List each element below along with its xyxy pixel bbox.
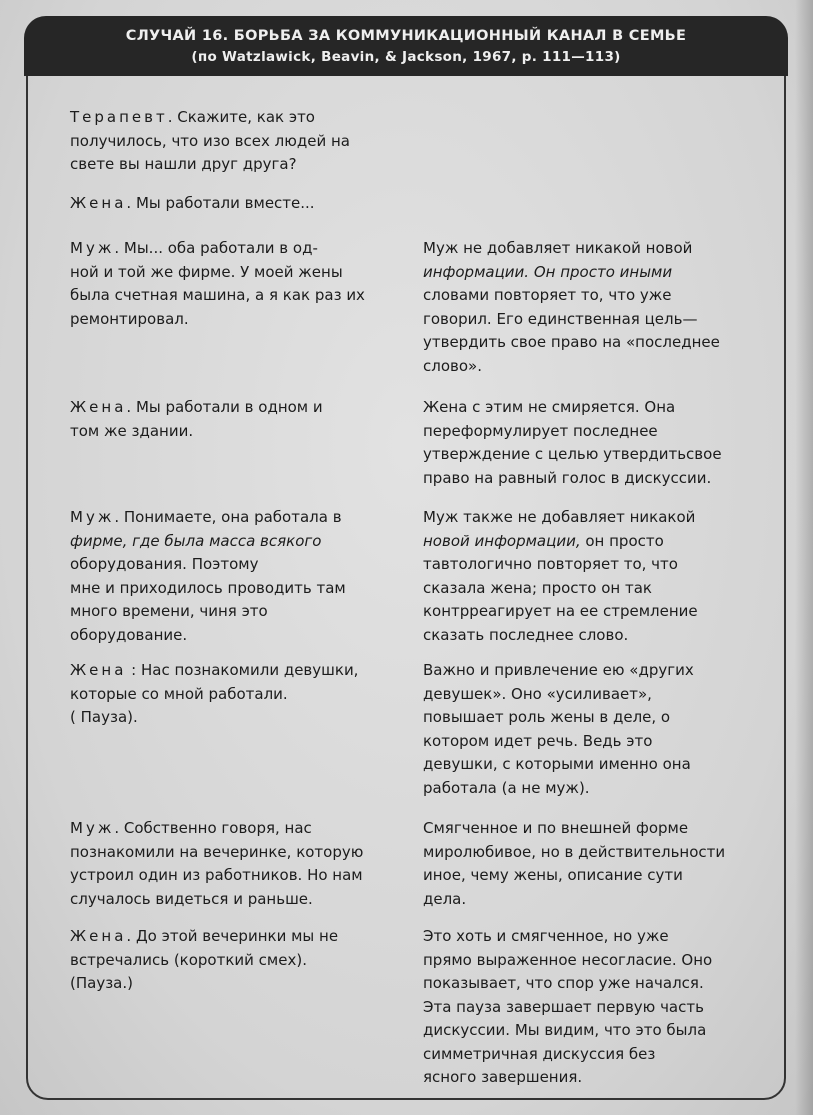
speaker-label: Жена xyxy=(70,927,127,945)
commentary-emphasis: новой информации, xyxy=(423,531,581,550)
speaker-label: Жена xyxy=(70,194,127,212)
dialogue-text: Собственно говоря, нас познакомили на вечеринке, которую устроил один из работников. Но нам случалось видеться и раньше. xyxy=(70,819,364,908)
dialogue-text: Нас познакомили девушки, которые со мной работали. ( Пауза). xyxy=(70,661,359,726)
speaker-label: Муж xyxy=(70,508,115,526)
dialogue-text: Мы работали в одном и том же здании. xyxy=(70,398,323,440)
page-edge-shadow xyxy=(795,0,813,1115)
speaker-separator: . xyxy=(114,508,124,526)
dialogue-wife-1 xyxy=(70,192,410,216)
dialogue-text: Мы работали вместе... xyxy=(135,194,315,212)
speaker-separator: . xyxy=(126,194,136,212)
commentary-1 xyxy=(423,237,763,378)
commentary-3 xyxy=(423,506,763,647)
speaker-separator: . xyxy=(114,239,124,257)
dialogue-wife-4 xyxy=(70,925,410,996)
speaker-separator: . xyxy=(126,927,136,945)
speaker-label: Жена xyxy=(70,661,127,679)
case-header xyxy=(24,16,788,76)
speaker-label: Муж xyxy=(70,239,115,257)
speaker-label: Муж xyxy=(70,819,115,837)
case-source: (по Watzlawick, Beavin, & Jackson, 1967, p. 111—113) xyxy=(191,49,621,65)
commentary-text: Важно и привлечение ею «других девушек». Оно «усиливает», повышает роль жены в деле, о котором идет речь. Ведь это девушки, с которыми именно она работала (а не муж). xyxy=(423,661,694,797)
commentary-6 xyxy=(423,925,763,1090)
dialogue-husband-3 xyxy=(70,817,410,911)
dialogue-husband-1 xyxy=(70,237,410,331)
dialogue-text: До этой вечеринки мы не встречались (короткий смех). (Пауза.) xyxy=(70,927,339,992)
dialogue-emphasis: фирме, где была масса всякого xyxy=(70,531,322,550)
dialogue-text: оборудования. Поэтому мне и приходилось проводить там много времени, чиня это оборудование. xyxy=(70,555,346,644)
dialogue-text: Понимаете, она работала в xyxy=(123,508,342,526)
commentary-text: Смягченное и по внешней форме миролюбивое, но в действительности иное, чему жены, описание сути дела. xyxy=(423,819,726,908)
commentary-text: он просто тавтологично повторяет то, что сказала жена; просто он так контрреагирует на ее стремление сказать последнее слово. xyxy=(423,531,698,644)
dialogue-text: Мы... оба работали в од- ной и той же фирме. У моей жены была счетная машина, а я как раз их ремонтировал. xyxy=(70,239,365,328)
commentary-text: Муж также не добавляет никакой xyxy=(423,508,696,526)
commentary-emphasis: информации. Он просто иными xyxy=(423,262,673,281)
speaker-separator: . xyxy=(167,108,178,126)
commentary-text: Муж не добавляет никакой новой xyxy=(423,239,693,257)
case-title: СЛУЧАЙ 16. БОРЬБА ЗА КОММУНИКАЦИОННЫЙ КАНАЛ В СЕМЬЕ xyxy=(125,28,687,44)
commentary-4 xyxy=(423,659,763,800)
commentary-text: словами повторяет то, что уже говорил. Его единственная цель— утвердить свое право на «последнее слово». xyxy=(423,286,720,375)
speaker-separator: . xyxy=(126,398,136,416)
commentary-5 xyxy=(423,817,763,911)
speaker-label: Терапевт xyxy=(70,108,168,126)
dialogue-text: Скажите, как это получилось, что изо всех людей на свете вы нашли друг друга? xyxy=(70,108,350,173)
speaker-label: Жена xyxy=(70,398,127,416)
dialogue-husband-2 xyxy=(70,506,410,647)
commentary-2 xyxy=(423,396,763,490)
commentary-text: Жена с этим не смиряется. Она переформулирует последнее утверждение с целью утвердитьсвое право на равный голос в дискуссии. xyxy=(423,398,722,487)
commentary-text: Это хоть и смягченное, но уже прямо выраженное несогласие. Оно показывает, что спор уже начался. Эта пауза завершает первую часть дискуссии. Мы видим, что это была симметричная дискуссия без ясного завершения. xyxy=(423,927,713,1086)
speaker-separator: : xyxy=(126,661,141,679)
dialogue-wife-2 xyxy=(70,396,410,443)
dialogue-therapist-1 xyxy=(70,106,410,177)
dialogue-wife-3 xyxy=(70,659,410,730)
speaker-separator: . xyxy=(114,819,124,837)
